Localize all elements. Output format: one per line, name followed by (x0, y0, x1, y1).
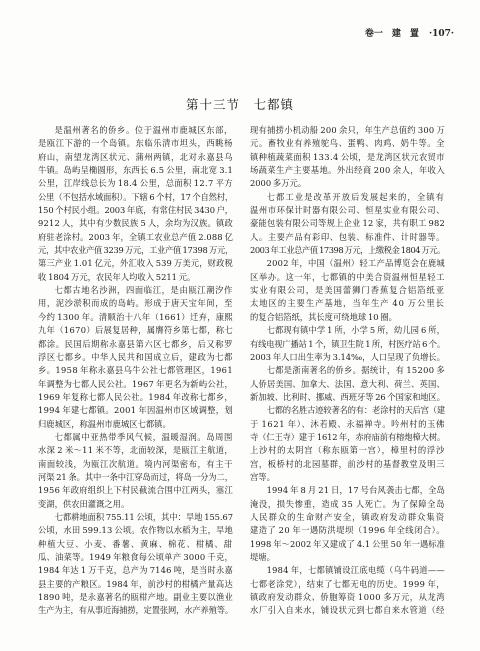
line-text: 9212 人，其中有少数民族 5 人，余均为汉族。镇政 (38, 218, 233, 229)
text-line (250, 551, 445, 564)
line-text: 府驻老涂村。2003 年，全镇工农业总产值 2.088 亿 (38, 231, 233, 242)
text-line (250, 297, 445, 310)
paragraph (250, 484, 445, 564)
line-text: 用，泥沙淤积而成的岛屿。形成于唐天宝年间，至 (38, 298, 233, 309)
paragraph (250, 404, 445, 484)
text-line (38, 151, 233, 164)
text-line (250, 311, 445, 324)
line-text: 太地区的主要生产基地，当年生产 40 万公里长 (250, 298, 445, 309)
line-text: 是温州著名的侨乡。位于温州市鹿城区东部， (54, 125, 233, 135)
line-text: 寺（仁王寺）建于 1612 年，赤府庙前有榕炮樟大树。 (250, 431, 445, 442)
line-text: 今约 1300 年。清顺治十八年（1661）迁弃，康熙 (38, 311, 233, 322)
line-text: 河渠 21 条。其中一条中江穿岛而过，将岛一分为二， (38, 471, 233, 482)
text-line (250, 217, 445, 230)
text-line (38, 297, 233, 310)
line-text: 宫等。 (250, 471, 275, 482)
text-line (250, 591, 445, 604)
line-text: 镇政府发动群众、侨胞筹资 1000 多万元，从龙湾 (250, 592, 445, 603)
line-text: 第三产业 1.01 亿元，外汇收入 539 万美元，财政税 (38, 258, 233, 269)
text-line (250, 538, 445, 551)
line-text: 人。主要产品有彩印、包装、标准件、计时器等。 (250, 231, 445, 242)
text-column-left (38, 124, 233, 618)
text-line (250, 257, 445, 270)
text-line (38, 404, 233, 417)
text-line (250, 191, 445, 204)
page-number: ·107· (428, 29, 454, 39)
text-line (38, 418, 233, 431)
paragraph (38, 431, 233, 511)
text-line (250, 124, 445, 137)
section-title: 第十三节 七都镇 (185, 97, 294, 112)
line-text: 浮区七都乡。中华人民共和国成立后，建政为七都 (38, 351, 233, 362)
text-line (38, 591, 233, 604)
line-text: 公里，江岸线总长为 18.4 公里，总面积 12.7 平方 (38, 178, 233, 189)
line-text: 九年（1670）后展复居种，属膺符乡第七都，称七 (38, 325, 233, 336)
line-text: 于 1621 年）、沐若殿、永福禅寺。吟州村的玉佛 (250, 418, 445, 429)
line-text: 有线电视广播站 1 个，镇卫生院 1 所，村医疗站 6 个。 (250, 338, 445, 349)
text-line (250, 578, 445, 591)
text-line (38, 431, 233, 444)
line-text: 人侨居美国、加拿大、法国、意大利、荷兰、英国、 (250, 378, 445, 389)
line-text: 水厂引入自来水，铺设状元到七都自来水管道（经 (250, 605, 445, 616)
chapter-label: 卷一 建 置 (364, 29, 419, 39)
line-text: 上沙村的太阴宫（称东瓯第一宫），樟里村的浮沙 (250, 445, 445, 456)
line-text: 是瓯江下游的一个岛镇。东临乐清市坦头，西眺杨 (38, 138, 233, 149)
line-text: 1994 年 8 月 21 日，17 号台风袭击七都，全岛 (266, 485, 445, 496)
line-text: 元。畜牧业有养殖鸵鸟、蛋鸭、肉鸡、奶牛等。全 (250, 138, 445, 149)
text-line (38, 124, 233, 137)
text-line (38, 338, 233, 351)
text-line (38, 284, 233, 297)
text-line (38, 471, 233, 484)
text-line (38, 498, 233, 511)
text-line (38, 604, 233, 617)
line-text: 1969 年复称七都人民公社。1984 年改称七都乡， (38, 391, 233, 402)
line-text: 归鹿城区，称温州市鹿城区七都镇。 (38, 418, 171, 429)
paragraph (38, 124, 233, 284)
line-text: 水深 2 米～11 米不等，北面较深，是瓯江主航道， (38, 445, 233, 456)
text-line (250, 404, 445, 417)
line-text: 建造了 20 年一遇防洪堤坝（1996 年全线闭合）。 (250, 525, 445, 536)
line-text: 150 个村民小组。2003 年底，有常住村民 3430 户， (38, 205, 233, 216)
text-line (250, 498, 445, 511)
line-text: 1984 年达 1 万千克，总产为 7146 吨，是当时永嘉 (38, 565, 233, 576)
text-line (38, 231, 233, 244)
line-text: 生产为主，有从事近海捕捞，定置张网，水产养殖等。 (38, 605, 233, 616)
line-text: 公里（不包括水域面积）。下辖 6 个村，17 个自然村， (38, 191, 233, 202)
text-line (250, 604, 445, 617)
paragraph (250, 191, 445, 258)
line-text: 变湖，供农田灌溉之用。 (38, 498, 130, 509)
text-line (250, 324, 445, 337)
text-line (38, 191, 233, 204)
text-line (250, 231, 445, 244)
running-header (365, 26, 454, 39)
text-line (38, 391, 233, 404)
text-line (250, 177, 445, 190)
line-text: 宫，板桥村的北园墓群，前沙村的基督教堂及明三 (250, 458, 445, 469)
text-line (250, 564, 445, 577)
text-line (250, 511, 445, 524)
text-line (250, 364, 445, 377)
text-line (250, 484, 445, 497)
text-line (38, 484, 233, 497)
line-text: 南面较浅，为瓯江次航道。境内河渠密布，有主干 (38, 458, 233, 469)
text-line (38, 311, 233, 324)
text-line (38, 257, 233, 270)
text-line (250, 458, 445, 471)
line-text: 场蔬菜生产主要基地。外出经商 200 余人，年收入 (250, 165, 445, 176)
line-text: 公顷，水田 599.13 公顷。农作物以水稻为主，旱地 (38, 525, 233, 536)
text-line (38, 578, 233, 591)
text-line (250, 378, 445, 391)
text-line (38, 271, 233, 284)
text-line (38, 164, 233, 177)
text-line (38, 444, 233, 457)
line-text: 1956 年政府组织上下村民截流合围中江两头，塞江 (38, 485, 233, 496)
text-line (250, 524, 445, 537)
line-text: 乡。1958 年称永嘉县乌牛公社七都管理区，1961 (38, 365, 233, 376)
text-line (250, 244, 445, 257)
text-line (250, 338, 445, 351)
line-text: 瓜、油菜等。1949 年粮食每公顷单产 3000 千克， (38, 552, 233, 562)
text-line (250, 137, 445, 150)
line-text: 现有捕捞小机动船 200 余只，年生产总值约 300 万 (250, 125, 445, 135)
text-line (38, 177, 233, 190)
line-text: 温州市环保计时器有限公司、恒星实业有限公司、 (250, 205, 445, 216)
paragraph (38, 284, 233, 431)
line-text: 七都老涂党），结束了七都无电的历史。1999 年， (250, 578, 445, 589)
text-line (38, 204, 233, 217)
line-text: 七都属中亚热带季风气候，温暖湿润。岛周围 (54, 431, 233, 442)
text-line (250, 204, 445, 217)
paragraph (250, 564, 445, 617)
text-line (250, 471, 445, 484)
text-line (250, 284, 445, 297)
paragraph (38, 511, 233, 618)
text-line (38, 351, 233, 364)
line-text: 2003 年人口出生率为 3.14‰，人口呈现了负增长。 (250, 351, 445, 362)
text-line (38, 458, 233, 471)
line-text: 年调整为七都人民公社。1967 年更名为新屿公社， (38, 378, 233, 389)
paragraph (250, 324, 445, 364)
line-text: 收 1804 万元，农民年人均收入 5211 元。 (38, 271, 196, 282)
text-line (250, 271, 445, 284)
line-text: 2002 年，中国（温州）轻工产品博览会在鹿城 (266, 258, 445, 269)
line-text: 堤塘。 (250, 552, 275, 562)
line-text: 2003 年工业总产值 17398 万元，上缴税金 1804 万元。 (250, 245, 445, 256)
text-line (250, 151, 445, 164)
line-text: 七都古地名沙洲，四面临江，是由瓯江潮汐作 (54, 285, 233, 296)
text-line (38, 324, 233, 337)
line-text: 府山，南望龙湾区状元、蒲州两镇，北对永嘉县乌 (38, 151, 233, 162)
text-line (38, 378, 233, 391)
line-text: 都涂。民国后期称永嘉县第六区七都乡，后又称罗 (38, 338, 233, 349)
line-text: 2000 多万元。 (250, 178, 307, 189)
line-text: 1890 吨，是永嘉著名的瓯柑产地。副业主要以渔业 (38, 592, 233, 603)
line-text: 新加坡、比利时、挪威、西班牙等 26 个国家和地区。 (250, 391, 445, 402)
line-text: 七都现有镇中学 1 所，小学 5 所，幼儿园 6 所， (266, 325, 445, 336)
text-line (250, 418, 445, 431)
line-text: 镇种植蔬菜面积 133.4 公顷，是龙湾区状元农贸市 (250, 151, 445, 162)
text-line (250, 351, 445, 364)
line-text: 豪能包装有限公司等规上企业 12 家，共有职工 982 (250, 218, 445, 229)
text-line (38, 564, 233, 577)
text-line (38, 551, 233, 564)
line-text: 1998 年～2002 年又建成了 4.1 公里 50 年一遇标准 (250, 538, 445, 549)
text-line (250, 431, 445, 444)
line-text: 人民群众的生命财产安全，镇政府发动群众集资 (250, 511, 445, 522)
text-line (250, 391, 445, 404)
line-text: 元，其中农业产值 3239 万元，工业产值 17398 万元， (38, 245, 233, 256)
line-text: 区举办。这一年，七都镇的中美合资温州恒星轻工 (250, 271, 445, 282)
line-text: 的复合铝箔纸，其长度可绕地球 10 圈。 (250, 311, 397, 322)
text-line (38, 364, 233, 377)
line-text: 实业有限公司，是美国蕾狮门香蕉复合铝箔纸亚 (250, 285, 445, 296)
text-line (250, 444, 445, 457)
text-line (38, 511, 233, 524)
line-text: 县主要的产粮区。1984 年，前沙村的柑橘产量高达 (38, 578, 233, 589)
line-text: 七都耕地面积 755.11 公顷，其中：旱地 155.67 (54, 511, 233, 522)
text-line (38, 524, 233, 537)
line-text: 七都的名胜古迹较著名的有：老涂村的天后宫（建 (266, 405, 445, 416)
line-text: 1984 年，七都镇铺设江底电缆（乌牛码道—— (266, 565, 445, 576)
line-text: 种植大豆、小麦、番薯、黄麻、棉花、柑橘、甜 (38, 538, 233, 549)
paragraph (250, 364, 445, 404)
text-line (38, 137, 233, 150)
text-line (38, 538, 233, 551)
paragraph (250, 124, 445, 191)
text-column-right (250, 124, 445, 618)
paragraph (250, 257, 445, 324)
text-line (38, 217, 233, 230)
line-text: 七都工业是改革开放后发展起来的，全镇有 (266, 191, 445, 202)
text-line (38, 244, 233, 257)
line-text: 1994 年建七都镇。2001 年因温州市区域调整，划 (38, 405, 233, 416)
text-line (250, 164, 445, 177)
line-text: 七都是浙南著名的侨乡。据统计，有 15200 多 (266, 365, 445, 376)
line-text: 牛镇。岛屿呈椭圆形，东西长 6.5 公里，南北宽 3.1 (38, 165, 233, 176)
line-text: 淹没，损失惨重，造成 35 人死亡。为了保障全岛 (250, 498, 445, 509)
